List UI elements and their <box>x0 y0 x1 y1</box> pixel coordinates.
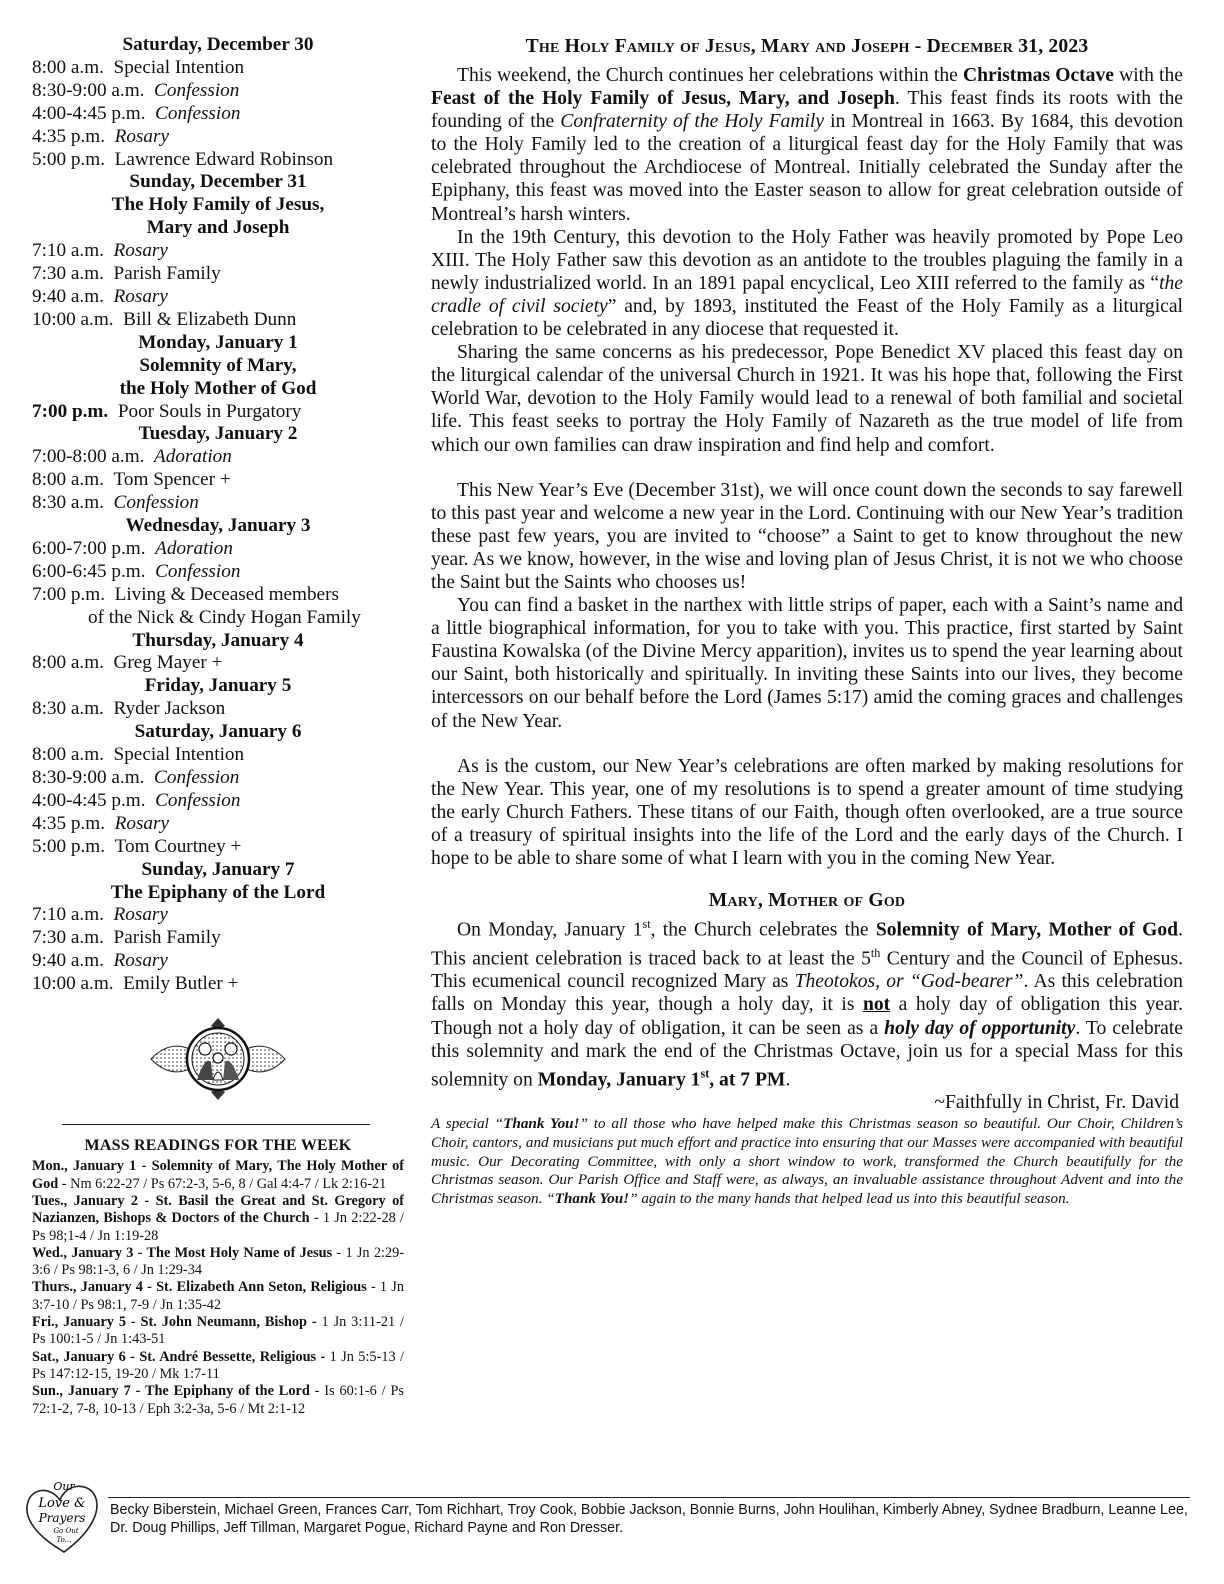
text-run: , the Church celebrates the <box>650 919 876 941</box>
mass-intention: Greg Mayer + <box>113 652 223 674</box>
article-paragraph-5 <box>431 594 1183 733</box>
mass-schedule <box>32 34 404 996</box>
text-run: ” and, by 1893, instituted the Feast of the Holy Family as a liturgical celebration to be celebrated in any diocese that requested it. <box>431 295 1183 341</box>
reading-refs: - Nm 6:22-27 / Ps 67:2-3, 5-6, 8 / Gal 4:4-7 / Lk 2:16-21 <box>58 1175 387 1192</box>
day-heading: The Holy Family of Jesus, <box>111 194 325 216</box>
text-run: Confraternity of the Holy Family <box>560 111 825 133</box>
day-heading: Wednesday, January 3 <box>125 515 311 537</box>
mass-entry <box>32 652 404 675</box>
mass-intention: Confession <box>155 560 241 582</box>
mass-intention: Lawrence Edward Robinson <box>114 148 334 170</box>
text-run: holy day of opportunity <box>884 1017 1076 1039</box>
reading-item <box>32 1279 404 1314</box>
reading-item <box>32 1193 404 1245</box>
mass-entry <box>32 80 404 103</box>
mass-time: 6:00-6:45 p.m. <box>32 560 146 582</box>
reading-refs: - 1 Jn 2:22-28 / Ps 98;1-4 / Jn 1:19-28 <box>32 1210 404 1244</box>
mass-intention: Confession <box>154 79 240 101</box>
mass-intention: Rosary <box>114 812 169 834</box>
mass-time: 10:00 a.m. <box>32 973 114 995</box>
mass-intention: Confession <box>155 102 241 124</box>
mass-time: 7:10 a.m. <box>32 904 104 926</box>
signature: ~Faithfully in Christ, Fr. David <box>934 1092 1179 1114</box>
mass-intention: Ryder Jackson <box>113 698 226 720</box>
mass-entry <box>32 401 404 424</box>
text-run: Sharing the same concerns as his predecessor, Pope Benedict XV placed this feast day on the liturgical calendar of the universal Church in 1921. It was his hope that, following the First World War, devotion to the Holy Family would lead to a renewal of both familial and societal life. This feast seeks to portray the Holy Family of Nazareth as the true model of life from which our own families can draw inspiration and find help and comfort. <box>431 342 1183 456</box>
text-run: . This ancient celebration is traced back to at least the 5 <box>431 919 1183 970</box>
reading-refs: - Is 60:1-6 / Ps 72:1-2, 7-8, 10-13 / Eph 3:2-3a, 5-6 / Mt 2:1-12 <box>32 1383 404 1417</box>
text-run: . This feast finds its roots with the founding of the <box>431 88 1183 133</box>
mass-entry <box>32 126 404 149</box>
mass-intention: Confession <box>155 789 241 811</box>
article-title: The Holy Family of Jesus, Mary and Joseph - December 31, 2023 <box>525 36 1089 57</box>
mass-time: 7:00-8:00 a.m. <box>32 446 145 468</box>
mass-time: 8:30 a.m. <box>32 698 104 720</box>
mass-intention: Confession <box>113 492 199 514</box>
text-run: Solemnity of Mary, Mother of God <box>875 919 1179 941</box>
mass-entry <box>32 492 404 515</box>
mass-time: 5:00 p.m. <box>32 835 106 857</box>
text-run: . To celebrate this solemnity and mark the end of the Christmas Octave, join us for a special Mass for this solemnity on <box>431 1017 1184 1091</box>
mass-entry <box>32 103 404 126</box>
text-run: not <box>862 994 891 1016</box>
text-run: A special “ <box>431 1115 504 1133</box>
mass-intention: Rosary <box>114 125 169 147</box>
mass-entry <box>32 836 404 859</box>
text-run: a holy day of obligation this year. Though not a holy day of obligation, it can be seen as a <box>431 994 1183 1039</box>
mass-time: 7:10 a.m. <box>32 240 104 262</box>
text-run: . As this celebration falls on Monday this year, though a holy day, it is <box>431 971 1183 1016</box>
day-heading: Saturday, December 30 <box>122 34 314 55</box>
text-run: Thank You! <box>503 1115 580 1133</box>
logo-line-4: Go Out <box>53 1527 79 1535</box>
day-heading: Mary and Joseph <box>146 217 290 239</box>
reading-refs: 1 Jn 5:5-13 / Ps 147:12-15, 19-20 / Mk 1:7-11 <box>32 1348 404 1382</box>
mary-title: Mary, Mother of God <box>708 890 906 912</box>
reading-refs: - 1 Jn 3:7-10 / Ps 98:1, 7-9 / Jn 1:35-42 <box>32 1279 404 1313</box>
love-and-prayers-logo <box>22 1474 106 1558</box>
mass-entry <box>32 790 404 813</box>
mass-time: 4:35 p.m. <box>32 812 106 834</box>
text-run: st <box>700 1066 710 1081</box>
text-run: You can find a basket in the narthex with little strips of paper, each with a Saint’s name and a little biographical information, for you to take with you. This practice, first started by Saint Faustina Kowalska (of the Divine Mercy apparition), invites us to spend the year learning about our Saint, both historically and spiritually. In inviting these Saints into our lives, they become intercessors on our behalf before the Lord (James 5:17) amid the coming graces and challenges of the New Year. <box>431 595 1183 732</box>
mass-time: 7:00 p.m. <box>32 583 106 605</box>
text-run: . <box>785 1069 791 1091</box>
text-run: Feast of the Holy Family of Jesus, Mary, and Joseph <box>431 88 895 110</box>
mass-time: 10:00 a.m. <box>32 308 114 330</box>
day-heading: Solemnity of Mary, <box>139 354 297 376</box>
text-run: with the <box>1113 65 1183 86</box>
reading-refs: - 1 Jn 2:29-3:6 / Ps 98:1-3, 6 / Jn 1:29-34 <box>32 1244 404 1279</box>
article-paragraph-6 <box>431 755 1183 870</box>
mass-entry <box>32 584 404 607</box>
text-run: Christmas Octave <box>962 65 1114 86</box>
reading-day: Tues., January 2 - St. Basil the Great and St. Gregory of Nazianzen, Bishops & Doctors of the Church <box>32 1192 404 1227</box>
article-paragraph-4 <box>431 479 1183 594</box>
text-run: As is the custom, our New Year’s celebrations are often marked by making resolutions for the New Year. This year, one of my resolutions is to spend a greater amount of time studying the early Church Fathers. These titans of our Faith, though often overlooked, are a true source of a treasury of spiritual insights into the life of the Lord and the early days of the Church. I hope to be able to share some of what I learn with you in the coming New Year. <box>431 755 1183 869</box>
mass-intention: Rosary <box>113 240 168 262</box>
reading-day: Sun., January 7 - The Epiphany of the Lord <box>32 1383 310 1400</box>
mass-time: 9:40 a.m. <box>32 285 104 307</box>
day-heading: Thursday, January 4 <box>132 629 304 651</box>
readings-list <box>32 1158 404 1417</box>
thank-you-note <box>431 1115 1183 1208</box>
day-heading: the Holy Mother of God <box>119 377 317 399</box>
mass-readings <box>32 1137 404 1418</box>
day-heading: Sunday, January 7 <box>141 858 295 880</box>
mass-entry <box>32 973 404 996</box>
day-heading: Monday, January 1 <box>138 331 298 353</box>
mass-time: 6:00-7:00 p.m. <box>32 537 146 559</box>
mass-intention: Bill & Elizabeth Dunn <box>123 308 297 330</box>
mass-entry <box>32 469 404 492</box>
mass-intention: Special Intention <box>113 744 245 766</box>
mass-entry <box>32 767 404 790</box>
logo-line-3: Prayers <box>38 1511 86 1525</box>
mass-time: 8:00 a.m. <box>32 56 104 78</box>
reading-day: Thurs., January 4 - St. Elizabeth Ann Seton, Religious <box>32 1279 367 1296</box>
reading-refs: 1 Jn 3:11-21 / Ps 100:1-5 / Jn 1:43-51 <box>32 1314 404 1348</box>
reading-day: Fri., January 5 - St. John Neumann, Bishop - <box>32 1314 317 1331</box>
mass-entry <box>32 813 404 836</box>
reading-item <box>32 1349 404 1384</box>
article-paragraph-3 <box>431 341 1183 456</box>
day-heading: Saturday, January 6 <box>134 721 302 743</box>
text-run: in Montreal in 1663. By 1684, this devotion to the Holy Family led to the creation of a liturgical feast day for the Holy Family that was celebrated throughout the Archdiocese of Montreal. Initially celebrated the Sunday after the Epiphany, this feast was moved into the Easter season to allow for great celebration outside of Montreal’s harsh winters. <box>431 111 1183 225</box>
day-heading: Friday, January 5 <box>144 675 292 697</box>
article-paragraph-2 <box>431 226 1183 341</box>
reading-item <box>32 1158 404 1193</box>
mass-entry <box>32 538 404 561</box>
reading-item <box>32 1383 404 1418</box>
mass-time: 8:30-9:00 a.m. <box>32 767 145 788</box>
text-run: th <box>870 945 881 960</box>
text-run: ” to all those who have helped make this Christmas season so beautiful. Our Choir, Children’s Choir, cantors, and musicians put much effort and practice into ensuring that our Masses were accompanied with beautiful music. Our Decorating Committee, with only a short window to work, transformed the Church beautifully for the Christmas season. Our Parish Office and Staff were, as always, an invaluable assistance throughout Advent and into the Christmas season. “ <box>431 1115 1183 1207</box>
mass-intention: Tom Courtney + <box>114 835 242 857</box>
mary-paragraph <box>431 913 1183 1091</box>
day-heading: Sunday, December 31 <box>129 171 307 193</box>
mass-entry <box>32 927 404 950</box>
mass-intention: Confession <box>154 767 240 788</box>
text-run: Monday, January 1 <box>537 1069 701 1091</box>
mass-time: 7:30 a.m. <box>32 927 104 949</box>
mass-time: 8:00 a.m. <box>32 469 104 491</box>
mass-entry <box>32 698 404 721</box>
mass-intention: Parish Family <box>113 263 221 285</box>
holy-family-emblem <box>143 1016 293 1102</box>
text-run: st <box>642 917 651 932</box>
reading-day: Mon., January 1 - Solemnity of Mary, The Holy Mother of God <box>32 1158 404 1192</box>
mass-intention: Emily Butler + <box>123 973 239 995</box>
prayer-list: Becky Biberstein, Michael Green, Frances Carr, Tom Richhart, Troy Cook, Bobbie Jackson, Bonnie Burns, John Houlihan, Kimberly Abney, Sydnee Bradburn, Leanne Lee, Dr. Doug Phillips, Jeff Tillman, Margaret Pogue, Richard Payne and Ron Dresser. <box>110 1502 1188 1537</box>
mass-entry <box>32 904 404 927</box>
mass-entry <box>32 744 404 767</box>
text-run: This weekend, the Church continues her celebrations within the <box>457 65 963 86</box>
text-run: This New Year’s Eve (December 31st), we will once count down the seconds to say farewell to this past year and welcome a new year in the Lord. Continuing with our New Year’s tradition these past few years, you are invited to “choose” a Saint to get to know throughout the new year. As we know, however, in the wise and loving plan of Jesus Christ, it is not we who choose the Saint but the Saints who chooses us! <box>431 479 1183 593</box>
logo-line-5: To... <box>56 1536 72 1544</box>
mass-time: 4:00-4:45 p.m. <box>32 789 146 811</box>
text-run: In the 19th Century, this devotion to the Holy Father was heavily promoted by Pope Leo XIII. The Holy Father saw this devotion as an antidote to the troubles plaguing the family in a newly industrialized world. In an 1891 papal encyclical, Leo XIII referred to the family as “ <box>431 226 1183 294</box>
mass-time: 8:30 a.m. <box>32 492 104 514</box>
text-run: Theotokos, or “God-bearer” <box>794 971 1024 993</box>
text-run: ” again to the many hands that helped lead us into this beautiful season. <box>629 1189 1070 1207</box>
mass-entry <box>32 309 404 332</box>
mass-entry <box>32 950 404 973</box>
reading-item <box>32 1245 404 1280</box>
mass-intention: Tom Spencer + <box>113 469 231 491</box>
mass-intention: Living & Deceased members <box>114 583 339 605</box>
left-column <box>32 34 404 1418</box>
reading-item <box>32 1314 404 1349</box>
mass-intention: Parish Family <box>113 927 221 949</box>
mass-time: 8:00 a.m. <box>32 652 104 674</box>
mass-time: 4:00-4:45 p.m. <box>32 102 146 124</box>
day-heading: The Epiphany of the Lord <box>110 881 326 903</box>
mass-entry <box>32 446 404 469</box>
reading-day: Sat., January 6 - St. André Bessette, Religious - <box>32 1348 326 1365</box>
text-run: , at 7 PM <box>709 1069 786 1091</box>
mass-time: 8:00 a.m. <box>32 744 104 766</box>
mass-entry <box>32 607 404 630</box>
footer-divider <box>108 1497 1190 1498</box>
mass-time: 4:35 p.m. <box>32 125 106 147</box>
mass-intention: Special Intention <box>113 56 245 78</box>
mass-entry <box>32 149 404 172</box>
mass-intention: Rosary <box>113 904 168 926</box>
mass-entry <box>32 263 404 286</box>
logo-line-2: Love & <box>38 1496 86 1511</box>
logo-line-1: Our <box>53 1480 75 1493</box>
mass-intention: of the Nick & Cindy Hogan Family <box>88 606 361 628</box>
mass-entry <box>32 286 404 309</box>
mass-intention: Adoration <box>155 537 233 559</box>
reading-day: Wed., January 3 - The Most Holy Name of Jesus <box>32 1244 333 1261</box>
mass-time: 7:30 a.m. <box>32 263 104 285</box>
mass-intention: Rosary <box>113 950 168 972</box>
text-run: Thank You! <box>554 1189 630 1207</box>
article-paragraph-1 <box>431 64 1183 226</box>
mass-entry <box>32 57 404 80</box>
section-divider <box>62 1124 370 1125</box>
mass-intention: Adoration <box>154 446 232 468</box>
text-run: the cradle of civil society <box>431 272 1183 317</box>
text-run: Century and the Council of Ephesus. This ecumenical council recognized Mary as <box>431 948 1183 993</box>
mass-intention: Rosary <box>113 285 168 307</box>
mass-time: 5:00 p.m. <box>32 148 106 170</box>
day-heading: Tuesday, January 2 <box>138 423 298 445</box>
mass-entry <box>32 240 404 263</box>
text-run: On Monday, January 1 <box>457 919 643 941</box>
mass-time: 8:30-9:00 a.m. <box>32 79 145 101</box>
mass-time: 7:00 p.m. <box>32 400 109 422</box>
mass-entry <box>32 561 404 584</box>
mass-intention: Poor Souls in Purgatory <box>117 400 302 422</box>
readings-title: MASS READINGS FOR THE WEEK <box>84 1137 352 1155</box>
mass-time: 9:40 a.m. <box>32 950 104 972</box>
right-column <box>431 36 1183 1208</box>
